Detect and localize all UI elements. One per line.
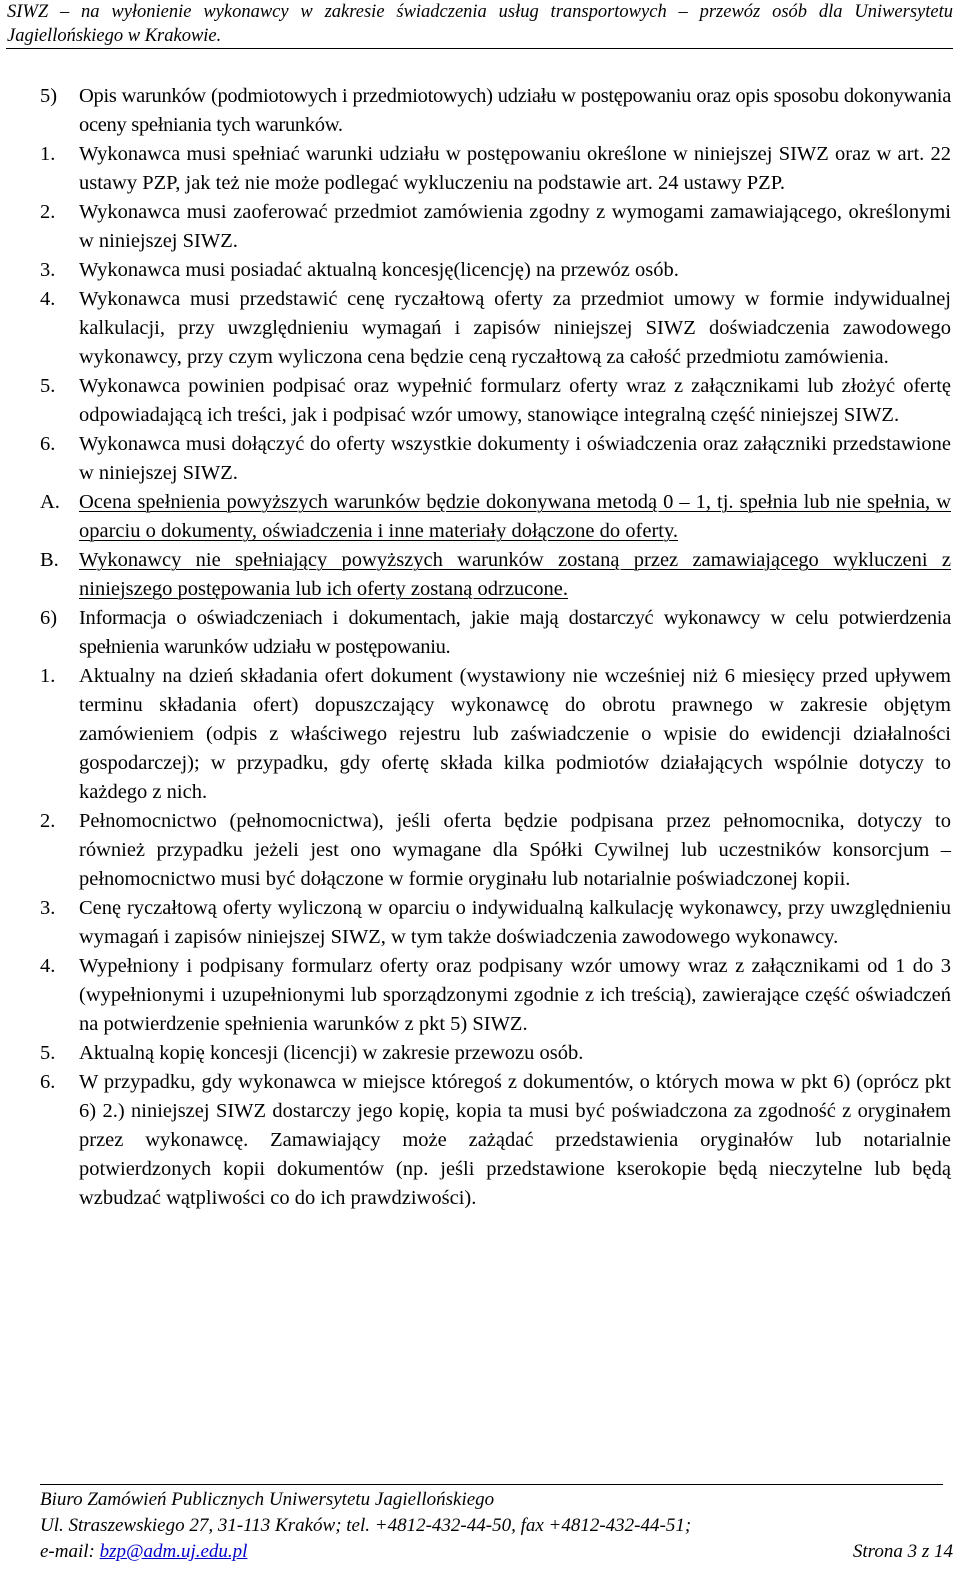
document-body bbox=[40, 82, 951, 1213]
footer-email-label: e-mail: bbox=[40, 1541, 95, 1562]
section-number: 6) bbox=[40, 607, 58, 629]
list-item bbox=[40, 488, 951, 546]
item-number: B. bbox=[40, 549, 59, 571]
footer-address: Ul. Straszewskiego 27, 31-113 Kraków; tel. +4812-432-44-50, fax +4812-432-44-51; bbox=[40, 1515, 692, 1536]
item-text: Aktualny na dzień składania ofert dokument (wystawiony nie wcześniej niż 6 miesięcy przed upływem terminu składania ofert) dopuszczający wykonawcę do obrotu prawnego w zakresie objętym zamówieniem (odpis z właściwego rejestru lub zaświadczenie o wpisie do ewidencji działalności gospodarczej); w przypadku, gdy ofertę składa kilka podmiotów działających wspólnie dotyczy to każdego z nich. bbox=[79, 665, 951, 803]
section-title: Opis warunków (podmiotowych i przedmiotowych) udziału w postępowaniu oraz opis sposobu dokonywania oceny spełniania tych warunków. bbox=[79, 85, 951, 136]
item-text: Pełnomocnictwo (pełnomocnictwa), jeśli oferta będzie podpisana przez pełnomocnika, dotyczy to również przypadku jeżeli jest ono wymagane dla Spółki Cywilnej lub uczestników konsorcjum – pełnomocnictwo musi być dołączone w formie oryginału lub notarialnie poświadczonej kopii. bbox=[79, 810, 951, 890]
list-item bbox=[40, 430, 951, 488]
footer-divider bbox=[40, 1484, 943, 1485]
item-text-underlined: Wykonawcy nie spełniający powyższych warunków zostaną przez zamawiającego wykluczeni z niniejszego postępowania lub ich oferty zostaną odrzucone. bbox=[79, 549, 951, 600]
item-text: Wykonawca musi spełniać warunki udziału w postępowaniu określone w niniejszej SIWZ oraz w art. 22 ustawy PZP, jak też nie może podlegać wykluczeniu na podstawie art. 24 ustawy PZP. bbox=[79, 143, 951, 194]
item-text: W przypadku, gdy wykonawca w miejsce któregoś z dokumentów, o których mowa w pkt 6) (oprócz pkt 6) 2.) niniejszej SIWZ dostarczy jego kopię, kopia ta musi być poświadczona za zgodność z oryginałem przez wykonawcę. Zamawiający może zażądać przedstawienia oryginałów lub notarialnie potwierdzonych kopii dokumentów (np. jeśli przedstawione kserokopie będą nieczytelne lub będą wzbudzać wątpliwości co do ich prawdziwości). bbox=[79, 1071, 951, 1209]
footer-email-block bbox=[40, 1539, 247, 1565]
item-text: Wykonawca musi posiadać aktualną koncesję(licencję) na przewóz osób. bbox=[79, 259, 679, 281]
item-number: 5. bbox=[40, 1042, 56, 1064]
list-item bbox=[40, 256, 951, 285]
item-text: Wykonawca musi przedstawić cenę ryczałtową oferty za przedmiot umowy w formie indywidualnej kalkulacji, przy uwzględnieniu wymagań i zapisów niniejszej SIWZ doświadczenia zawodowego wykonawcy, przy czym wyliczona cena będzie ceną ryczałtową za całość przedmiotu zamówienia. bbox=[79, 288, 951, 368]
section-title: Informacja o oświadczeniach i dokumentach, jakie mają dostarczyć wykonawcy w celu potwierdzenia spełnienia warunków udziału w postępowaniu. bbox=[79, 607, 951, 658]
footer-office: Biuro Zamówień Publicznych Uniwersytetu Jagiellońskiego bbox=[40, 1489, 495, 1510]
item-number: 6. bbox=[40, 1071, 56, 1093]
list-item bbox=[40, 662, 951, 807]
list-item bbox=[40, 952, 951, 1039]
item-number: 1. bbox=[40, 143, 56, 165]
list-item bbox=[40, 140, 951, 198]
list-item bbox=[40, 546, 951, 604]
item-number: A. bbox=[40, 491, 60, 513]
email-link[interactable]: bzp@adm.uj.edu.pl bbox=[99, 1541, 248, 1562]
page-number: Strona 3 z 14 bbox=[852, 1541, 953, 1562]
item-text: Cenę ryczałtową oferty wyliczoną w oparciu o indywidualną kalkulację wykonawcy, przy uwzględnieniu wymagań i zapisów niniejszej SIWZ, w tym także doświadczenia zawodowego wykonawcy. bbox=[79, 897, 951, 948]
list-item bbox=[40, 807, 951, 894]
item-text-underlined: Ocena spełnienia powyższych warunków będzie dokonywana metodą 0 – 1, tj. spełnia lub nie spełnia, w oparciu o dokumenty, oświadczenia i inne materiały dołączone do oferty. bbox=[79, 491, 951, 542]
item-number: 1. bbox=[40, 665, 56, 687]
list-item bbox=[40, 285, 951, 372]
section-5-heading bbox=[40, 82, 951, 140]
page-header: SIWZ – na wyłonienie wykonawcy w zakresie świadczenia usług transportowych – przewóz osób dla Uniwersytetu Jagiellońskiego w Krakowie. bbox=[7, 2, 953, 46]
item-number: 5. bbox=[40, 375, 56, 397]
footer-bottom-row bbox=[40, 1539, 953, 1565]
item-number: 2. bbox=[40, 201, 56, 223]
list-item bbox=[40, 894, 951, 952]
item-text: Wypełniony i podpisany formularz oferty oraz podpisany wzór umowy wraz z załącznikami od 1 do 3 (wypełnionymi i uzupełnionymi lub sporządzonymi zgodnie z ich treścią), zawierające część oświadczeń na potwierdzenie spełnienia warunków z pkt 5) SIWZ. bbox=[79, 955, 951, 1035]
item-text: Wykonawca musi dołączyć do oferty wszystkie dokumenty i oświadczenia oraz załączniki przedstawione w niniejszej SIWZ. bbox=[79, 433, 951, 484]
item-text: Wykonawca powinien podpisać oraz wypełnić formularz oferty wraz z załącznikami lub złożyć ofertę odpowiadającą ich treści, jak i podpisać wzór umowy, stanowiące integralną część niniejszej SIWZ. bbox=[79, 375, 951, 426]
list-item bbox=[40, 1039, 951, 1068]
header-divider bbox=[6, 48, 953, 49]
list-item bbox=[40, 1068, 951, 1213]
item-text: Wykonawca musi zaoferować przedmiot zamówienia zgodny z wymogami zamawiającego, określonymi w niniejszej SIWZ. bbox=[79, 201, 951, 252]
item-number: 3. bbox=[40, 259, 56, 281]
page-footer bbox=[40, 1487, 953, 1565]
item-number: 4. bbox=[40, 288, 56, 310]
item-text: Aktualną kopię koncesji (licencji) w zakresie przewozu osób. bbox=[79, 1042, 584, 1064]
item-number: 4. bbox=[40, 955, 56, 977]
item-number: 6. bbox=[40, 433, 56, 455]
list-item bbox=[40, 198, 951, 256]
section-number: 5) bbox=[40, 85, 58, 107]
list-item bbox=[40, 372, 951, 430]
section-6-heading bbox=[40, 604, 951, 662]
item-number: 2. bbox=[40, 810, 56, 832]
item-number: 3. bbox=[40, 897, 56, 919]
